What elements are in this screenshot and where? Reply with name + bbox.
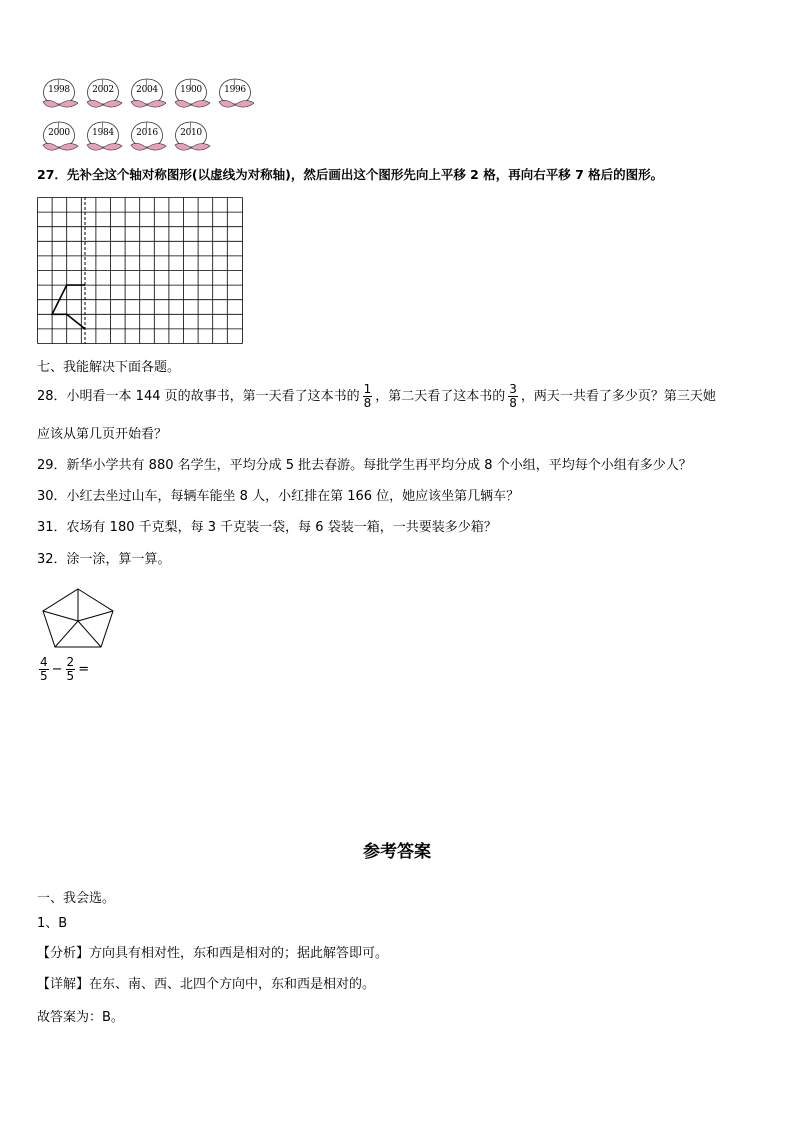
answer-conclusion: 故答案为：B。 bbox=[37, 1010, 124, 1025]
minus-sign: − bbox=[51, 662, 63, 677]
peach-1900 bbox=[173, 76, 217, 112]
peach-2002 bbox=[85, 76, 129, 112]
question-28-line-2: 应该从第几页开始看？ bbox=[37, 427, 168, 442]
answer-analysis: 【分析】方向具有相对性，东和西是相对的；据此解答即可。 bbox=[37, 946, 389, 961]
answers-title: 参考答案 bbox=[363, 842, 431, 862]
question-30: 30．小红去坐过山车，每辆车能坐 8 人，小红排在第 166 位，她应该坐第几辆车？ bbox=[37, 489, 520, 504]
equals-sign: = bbox=[78, 662, 90, 677]
year-label: 2016 bbox=[136, 128, 158, 138]
q28-part2: ，第二天看了这本书的 bbox=[375, 389, 506, 404]
fraction-4-5: $\frac{4}{5}$ bbox=[40, 655, 48, 683]
peach-1998 bbox=[41, 76, 85, 112]
q28-part1: 28．小明看一本 144 页的故事书，第一天看了这本书的 bbox=[37, 389, 360, 404]
year-label: 1900 bbox=[180, 85, 202, 95]
fraction-calculation bbox=[37, 656, 89, 683]
question-29: 29．新华小学共有 880 名学生，平均分成 5 批去春游。每批学生再平均分成 8 个小组，平均每个小组有多少人？ bbox=[37, 458, 692, 473]
peach-1996 bbox=[217, 76, 261, 112]
fraction-1-8: $\frac{1}{8}$ bbox=[363, 382, 372, 410]
year-label: 2000 bbox=[48, 128, 70, 138]
peach-1984 bbox=[85, 119, 129, 155]
question-32: 32．涂一涂，算一算。 bbox=[37, 552, 171, 567]
fraction-2-5: $\frac{2}{5}$ bbox=[66, 655, 75, 683]
year-label: 1984 bbox=[92, 128, 114, 138]
peach-row-1 bbox=[41, 76, 271, 116]
answer-item-1: 1、B bbox=[37, 916, 68, 931]
grid-figure bbox=[37, 197, 245, 346]
answers-section-1: 一、我会选。 bbox=[37, 891, 116, 906]
half-shape bbox=[52, 285, 85, 329]
answer-detail: 【详解】在东、南、西、北四个方向中，东和西是相对的。 bbox=[37, 977, 376, 992]
year-label: 2004 bbox=[136, 85, 158, 95]
peach-2000 bbox=[41, 119, 85, 155]
peach-2004 bbox=[129, 76, 173, 112]
fraction-3-8: $\frac{3}{8}$ bbox=[509, 382, 517, 410]
question-28-line-1 bbox=[37, 382, 716, 412]
year-label: 2010 bbox=[180, 128, 202, 138]
section-7-heading: 七、我能解决下面各题。 bbox=[37, 360, 181, 375]
year-label: 1998 bbox=[48, 85, 70, 95]
question-27: 27．先补全这个轴对称图形(以虚线为对称轴)，然后画出这个图形先向上平移 2 格，再向右平移 7 格后的图形。 bbox=[37, 167, 664, 182]
grid-lines bbox=[38, 198, 243, 344]
peach-2010 bbox=[173, 119, 217, 155]
question-31: 31．农场有 180 千克梨，每 3 千克装一袋，每 6 袋装一箱，一共要装多少箱？ bbox=[37, 520, 497, 535]
pentagon-figure bbox=[40, 587, 116, 649]
year-label: 1996 bbox=[224, 85, 246, 95]
peach-2016 bbox=[129, 119, 173, 155]
q28-part3: ，两天一共看了多少页？第三天她 bbox=[520, 389, 716, 404]
year-label: 2002 bbox=[92, 85, 114, 95]
peach-row-2 bbox=[41, 119, 241, 159]
